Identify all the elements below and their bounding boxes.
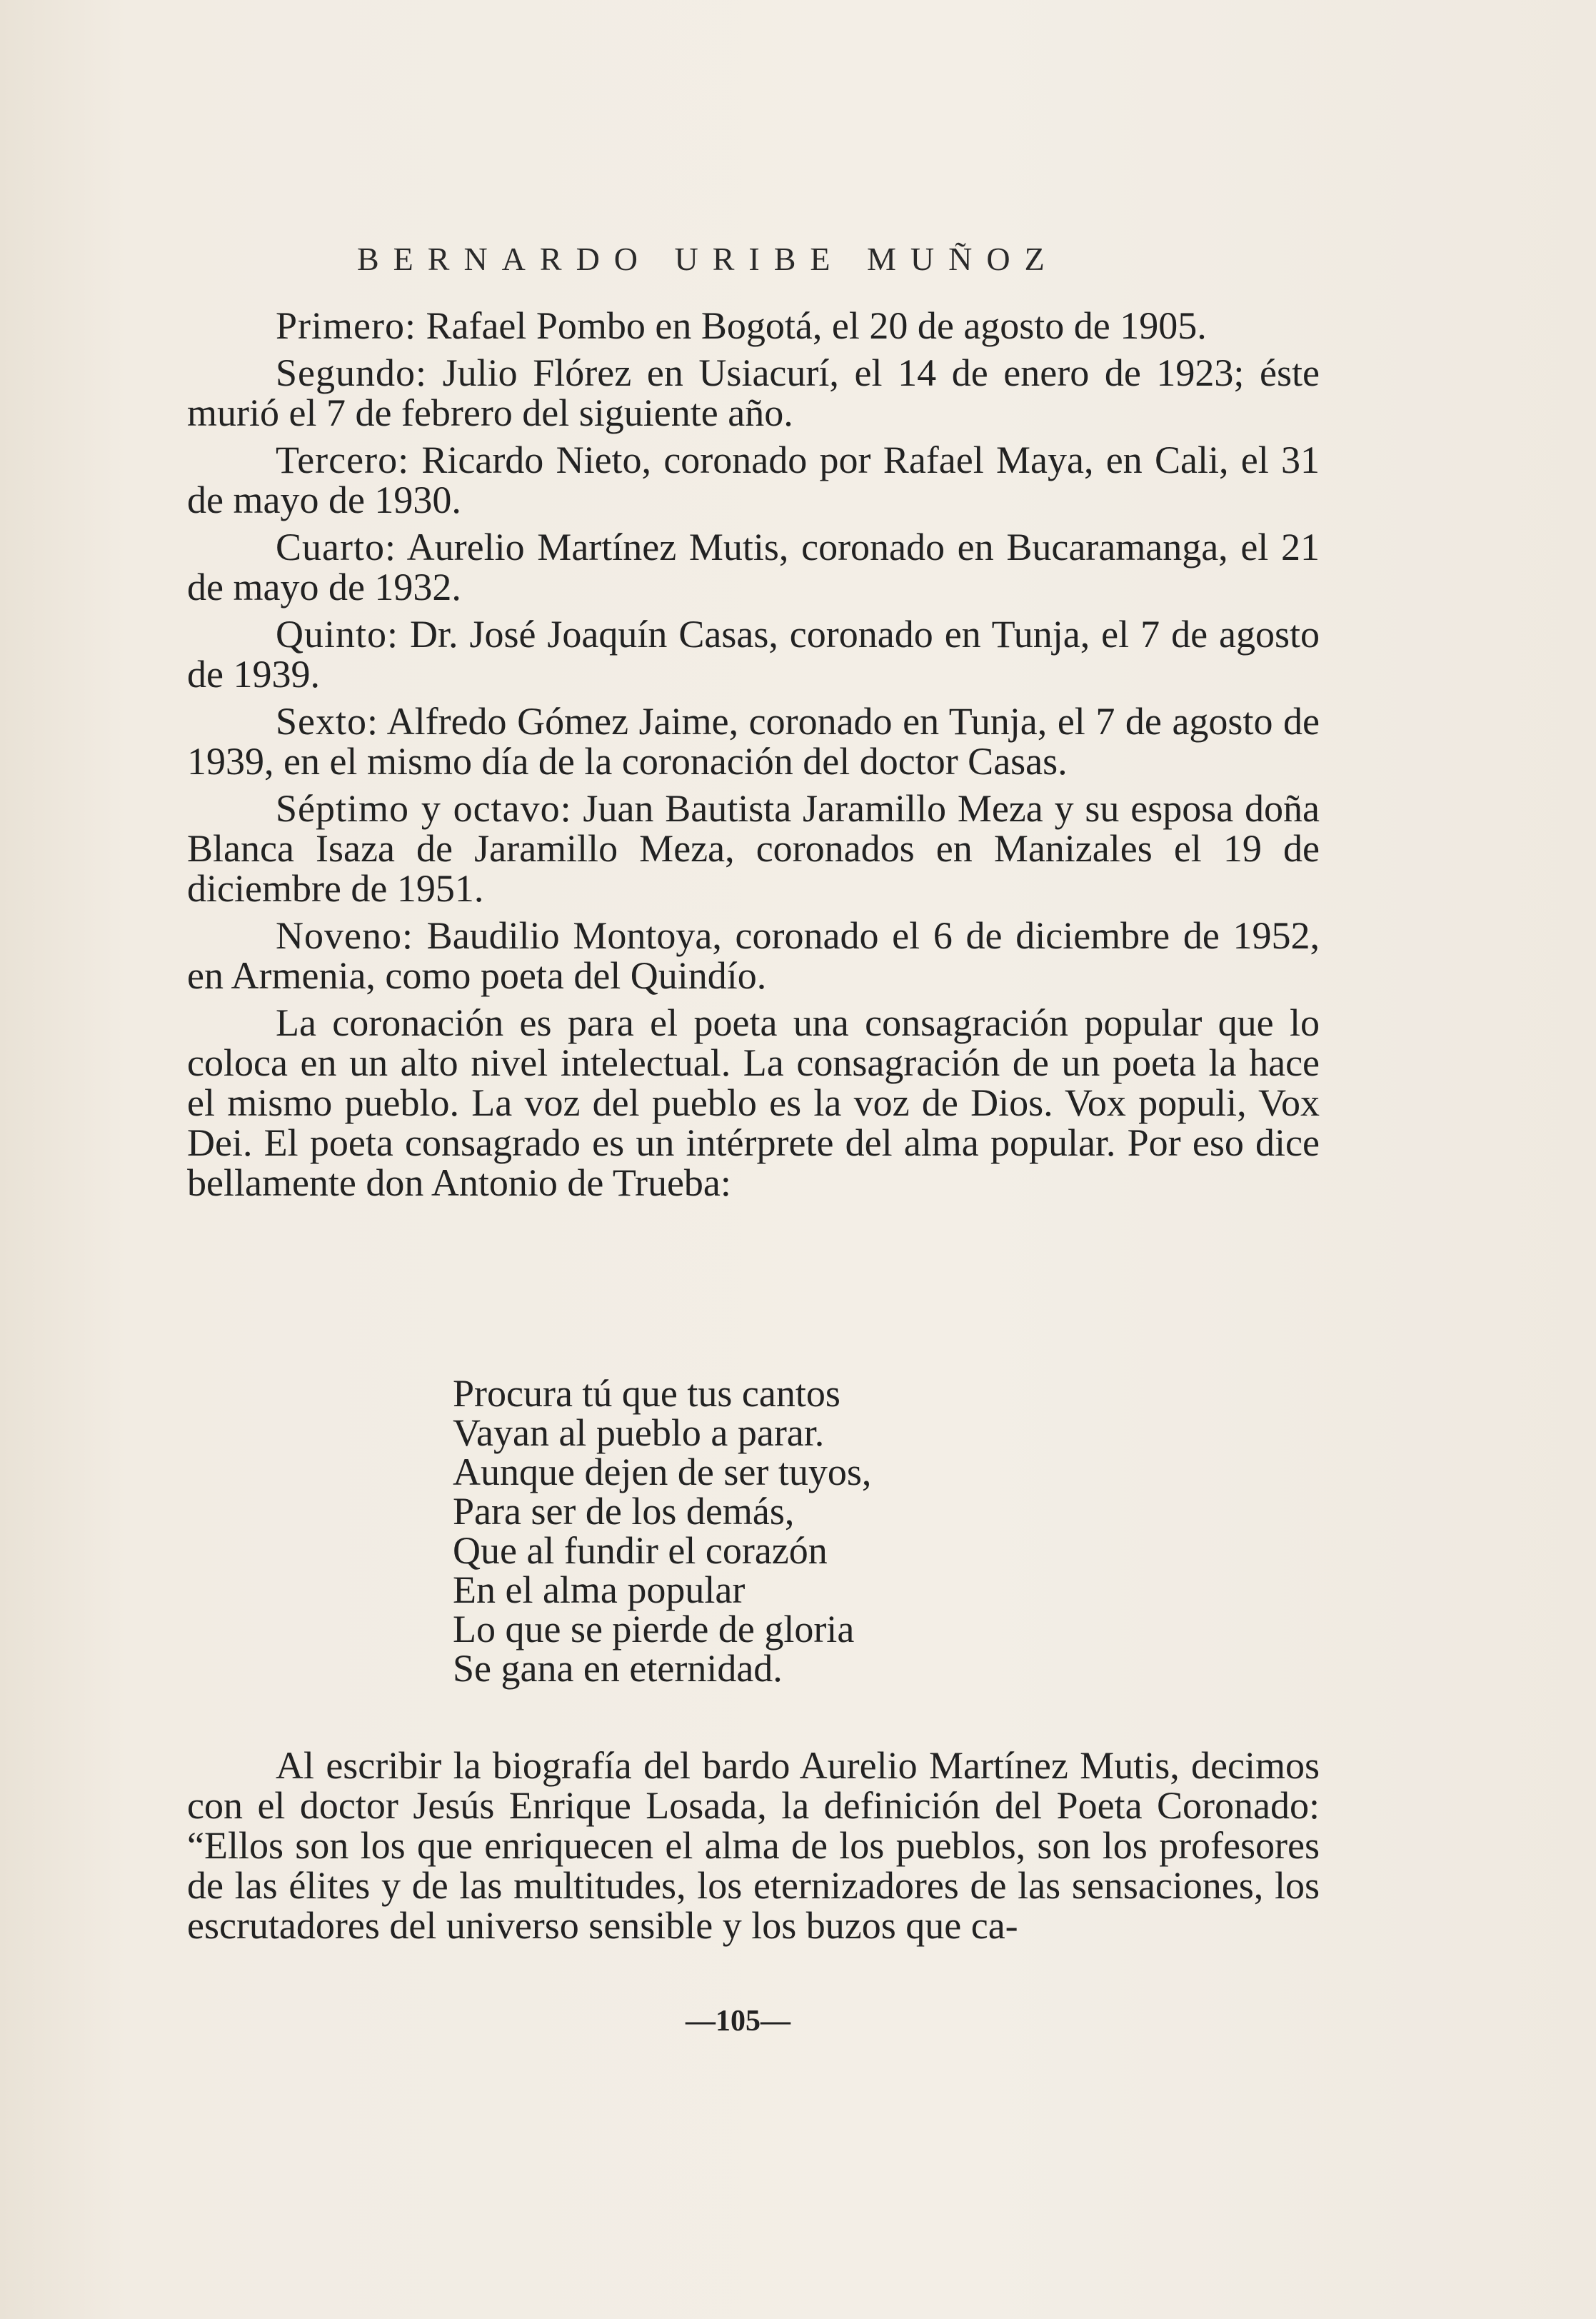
verse-line: Vayan al pueblo a parar. (453, 1411, 825, 1454)
paragraph-body: Juan Bautista Jaramillo Meza y su esposa doña Blanca Isaza de Jaramillo Meza, coronados en Manizales el 19 de diciembre de 1951. (187, 787, 1320, 910)
main-text (187, 306, 1320, 1210)
paragraph-body: Baudilio Montoya, coronado el 6 de diciembre de 1952, en Armenia, como poeta del Quindío. (187, 914, 1320, 997)
verse-line: En el alma popular (453, 1568, 746, 1611)
paragraph-lead: Quinto: (276, 613, 399, 656)
verse-line: Aunque dejen de ser tuyos, (453, 1451, 872, 1493)
paragraph (187, 306, 1320, 346)
paragraph-lead: Tercero: (276, 439, 410, 481)
closing-text (187, 1745, 1320, 1953)
verse-line: Lo que se pierde de gloria (453, 1608, 855, 1651)
paragraph-body: Ricardo Nieto, coronado por Rafael Maya, en Cali, el 31 de mayo de 1930. (187, 439, 1320, 521)
paragraph-lead: Segundo: (276, 351, 428, 394)
paragraph-lead: Cuarto: (276, 526, 396, 569)
paragraph-lead: Sexto: (276, 700, 379, 743)
poem-quote (453, 1374, 871, 1688)
paragraph-body: Dr. José Joaquín Casas, coronado en Tunja, el 7 de agosto de 1939. (187, 613, 1320, 696)
paragraph (187, 701, 1320, 781)
paragraph-body: Alfredo Gómez Jaime, coronado en Tunja, el 7 de agosto de 1939, en el mismo día de la coronación del doctor Casas. (187, 700, 1320, 783)
paragraph-lead: Noveno: (276, 914, 413, 957)
closing-paragraph: Al escribir la biografía del bardo Aurelio Martínez Mutis, decimos con el doctor Jesús Enrique Losada, la definición del Poeta Coronado: “Ellos son los que enriquecen el alma de los pueblos, son los profesores de las élites y de las multitudes, los eternizadores de las sensaciones, los escrutadores del universo sensible y los buzos que ca- (187, 1744, 1320, 1947)
paragraph (187, 1003, 1320, 1203)
running-header: BERNARDO URIBE MUÑOZ (357, 241, 1059, 277)
paragraph-body: Julio Flórez en Usiacurí, el 14 de enero de 1923; éste murió el 7 de febrero del siguiente año. (187, 351, 1320, 434)
verse-line: Procura tú que tus cantos (453, 1372, 840, 1415)
paragraph (187, 527, 1320, 607)
paragraph (187, 440, 1320, 520)
paragraph (187, 614, 1320, 694)
verse-line: Que al fundir el corazón (453, 1529, 828, 1572)
paragraph-lead: Séptimo y octavo: (276, 787, 572, 830)
paragraph-body: Rafael Pombo en Bogotá, el 20 de agosto de 1905. (416, 304, 1207, 347)
paragraph (187, 916, 1320, 996)
page-number: —105— (686, 2005, 791, 2038)
paragraph-body: Aurelio Martínez Mutis, coronado en Bucaramanga, el 21 de mayo de 1932. (187, 526, 1320, 608)
verse-line: Para ser de los demás, (453, 1490, 795, 1533)
verse-line: Se gana en eternidad. (453, 1647, 783, 1690)
paragraph-body: La coronación es para el poeta una consagración popular que lo coloca en un alto nivel intelectual. La consagración de un poeta la hace el mismo pueblo. La voz del pueblo es la voz de Dios. Vox populi, Vox Dei. El poeta consagrado es un intérprete del alma popular. Por eso dice bellamente don Antonio de Trueba: (187, 1001, 1320, 1204)
paragraph (187, 788, 1320, 908)
paragraph-lead: Primero: (276, 304, 416, 347)
paragraph (187, 353, 1320, 433)
